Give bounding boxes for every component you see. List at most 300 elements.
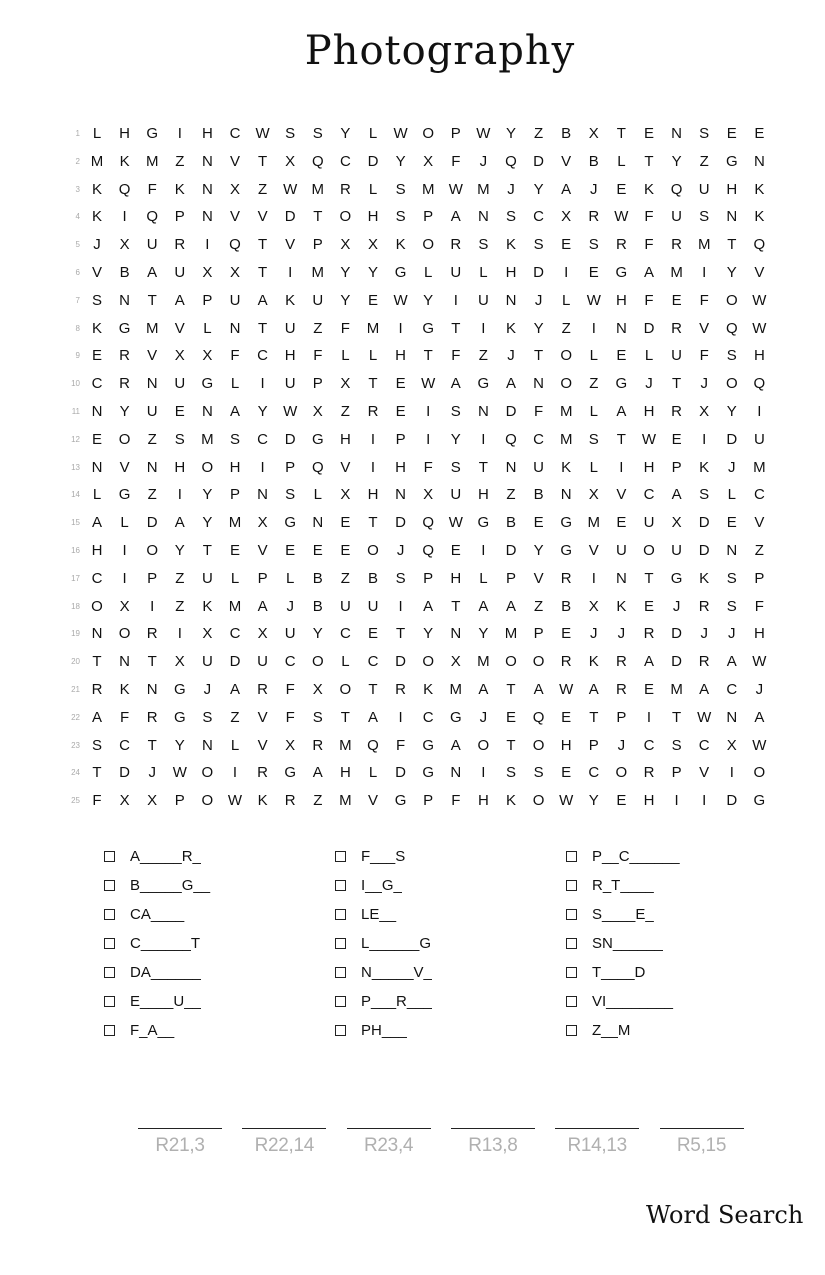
grid-letter[interactable]: X [202,347,213,365]
grid-letter[interactable]: T [258,236,268,254]
grid-letter[interactable]: N [146,458,158,476]
grid-letter[interactable]: I [729,764,734,782]
grid-letter[interactable]: E [561,236,572,254]
grid-letter[interactable]: N [450,764,462,782]
grid-letter[interactable]: O [201,458,214,476]
grid-letter[interactable]: X [423,486,434,504]
grid-letter[interactable]: H [477,792,489,810]
grid-letter[interactable]: X [312,402,323,420]
grid-letter[interactable]: G [449,708,462,726]
grid-letter[interactable]: P [423,569,434,587]
grid-letter[interactable]: I [702,263,707,281]
grid-letter[interactable]: E [395,375,406,393]
grid-letter[interactable]: G [753,792,766,810]
grid-letter[interactable]: L [341,653,350,671]
grid-letter[interactable]: I [205,236,210,254]
grid-letter[interactable]: T [644,152,654,170]
grid-letter[interactable]: P [671,458,682,476]
grid-letter[interactable]: F [285,708,295,726]
grid-letter[interactable]: L [92,125,102,142]
grid-letter[interactable]: J [700,375,708,393]
grid-letter[interactable]: U [229,291,241,309]
grid-letter[interactable]: G [173,708,186,726]
grid-letter[interactable]: K [285,291,296,309]
grid-letter[interactable]: G [173,680,186,698]
grid-letter[interactable]: E [367,625,378,643]
grid-letter[interactable]: P [174,208,185,226]
grid-letter[interactable]: J [728,458,736,476]
grid-letter[interactable]: S [312,125,323,142]
grid-letter[interactable]: J [728,625,736,643]
word-checkbox[interactable] [104,909,115,920]
grid-letter[interactable]: B [119,263,130,281]
grid-letter[interactable]: E [754,125,765,142]
grid-letter[interactable]: C [698,736,710,754]
grid-letter[interactable]: K [754,208,765,226]
grid-letter[interactable]: H [450,569,462,587]
grid-letter[interactable]: J [507,180,515,198]
grid-letter[interactable]: Y [312,625,323,643]
grid-letter[interactable]: C [643,486,655,504]
grid-letter[interactable]: K [119,680,130,698]
grid-letter[interactable]: R [671,236,683,254]
grid-letter[interactable]: I [481,541,486,559]
grid-letter[interactable]: W [283,180,298,198]
grid-letter[interactable]: M [90,152,104,170]
grid-letter[interactable]: I [398,708,403,726]
grid-letter[interactable]: Z [175,569,185,587]
grid-letter[interactable]: H [615,291,627,309]
grid-letter[interactable]: Q [422,514,435,532]
grid-letter[interactable]: I [232,764,238,782]
grid-letter[interactable]: S [505,208,516,226]
grid-letter[interactable]: S [588,430,599,448]
grid-letter[interactable]: E [340,514,351,532]
grid-letter[interactable]: E [533,514,544,532]
grid-letter[interactable]: V [616,486,627,504]
grid-letter[interactable]: T [616,125,626,142]
word-checkbox[interactable] [335,996,346,1007]
grid-letter[interactable]: F [644,208,654,226]
grid-letter[interactable]: L [368,347,378,365]
grid-letter[interactable]: N [201,736,213,754]
grid-letter[interactable]: H [339,430,351,448]
grid-letter[interactable]: W [172,764,187,782]
grid-letter[interactable]: K [616,597,627,615]
grid-letter[interactable]: Q [532,708,545,726]
grid-letter[interactable]: R [588,208,600,226]
grid-letter[interactable]: P [202,291,213,309]
grid-letter[interactable]: P [285,458,296,476]
grid-letter[interactable]: T [92,764,102,782]
word-checkbox[interactable] [566,1025,577,1036]
grid-letter[interactable]: P [174,792,185,810]
grid-letter[interactable]: R [560,653,572,671]
grid-letter[interactable]: F [230,347,240,365]
grid-letter[interactable]: U [146,236,158,254]
grid-letter[interactable]: M [477,653,490,671]
grid-letter[interactable]: R [643,764,655,782]
grid-letter[interactable]: D [505,541,517,559]
grid-letter[interactable]: T [478,458,488,476]
grid-letter[interactable]: A [450,375,461,393]
grid-letter[interactable]: S [450,458,461,476]
grid-letter[interactable]: E [643,597,654,615]
grid-letter[interactable]: H [174,458,186,476]
grid-letter[interactable]: W [752,736,767,754]
grid-letter[interactable]: L [203,319,212,337]
grid-letter[interactable]: X [257,514,268,532]
grid-letter[interactable]: Y [423,625,434,643]
grid-letter[interactable]: G [422,319,435,337]
grid-letter[interactable]: O [477,736,490,754]
grid-letter[interactable]: K [423,680,434,698]
grid-letter[interactable]: L [286,569,295,587]
grid-letter[interactable]: A [91,708,102,726]
grid-letter[interactable]: M [228,597,242,615]
grid-letter[interactable]: U [174,263,186,281]
grid-letter[interactable]: P [754,569,765,587]
grid-letter[interactable]: D [395,653,407,671]
grid-letter[interactable]: C [588,764,600,782]
grid-letter[interactable]: H [201,125,213,142]
grid-letter[interactable]: D [367,152,379,170]
grid-letter[interactable]: S [588,236,599,254]
grid-letter[interactable]: S [533,236,544,254]
grid-letter[interactable]: R [146,625,158,643]
grid-letter[interactable]: E [671,291,682,309]
grid-letter[interactable]: O [422,236,435,254]
grid-letter[interactable]: N [229,319,241,337]
grid-letter[interactable]: Q [422,541,435,559]
grid-letter[interactable]: F [644,291,654,309]
grid-letter[interactable]: C [91,569,103,587]
grid-letter[interactable]: K [174,180,185,198]
grid-letter[interactable]: P [229,486,240,504]
grid-letter[interactable]: E [91,430,102,448]
grid-letter[interactable]: A [643,653,654,671]
grid-letter[interactable]: F [534,402,544,420]
grid-letter[interactable]: D [505,402,517,420]
grid-letter[interactable]: J [396,541,405,559]
grid-letter[interactable]: F [423,458,433,476]
grid-letter[interactable]: Z [561,319,571,337]
grid-letter[interactable]: Z [313,792,323,810]
grid-letter[interactable]: X [285,152,296,170]
grid-letter[interactable]: A [312,764,323,782]
grid-letter[interactable]: Q [753,236,766,254]
grid-letter[interactable]: V [229,208,240,226]
grid-letter[interactable]: D [119,764,131,782]
grid-letter[interactable]: C [726,680,738,698]
grid-letter[interactable]: A [174,514,185,532]
grid-letter[interactable]: X [174,653,185,671]
grid-letter[interactable]: P [450,125,461,142]
grid-letter[interactable]: O [532,792,545,810]
grid-letter[interactable]: W [614,208,629,226]
grid-letter[interactable]: N [119,291,131,309]
grid-letter[interactable]: X [340,486,351,504]
grid-letter[interactable]: E [312,541,323,559]
grid-letter[interactable]: H [119,125,131,142]
grid-letter[interactable]: L [230,569,240,587]
grid-letter[interactable]: R [367,402,379,420]
word-checkbox[interactable] [104,851,115,862]
grid-letter[interactable]: O [505,653,517,671]
grid-letter[interactable]: A [616,402,627,420]
grid-letter[interactable]: E [643,680,654,698]
grid-letter[interactable]: I [702,792,707,810]
grid-letter[interactable]: T [258,263,268,281]
grid-letter[interactable]: U [339,597,351,615]
grid-letter[interactable]: I [591,319,596,337]
grid-letter[interactable]: M [339,792,352,810]
grid-letter[interactable]: G [284,764,297,782]
grid-letter[interactable]: A [561,180,572,198]
grid-letter[interactable]: G [311,430,324,448]
grid-letter[interactable]: S [671,736,682,754]
grid-letter[interactable]: H [643,402,655,420]
grid-letter[interactable]: T [313,208,323,226]
grid-letter[interactable]: N [257,486,269,504]
grid-letter[interactable]: Q [229,236,241,254]
grid-letter[interactable]: W [227,792,243,810]
grid-letter[interactable]: S [91,736,102,754]
grid-letter[interactable]: N [201,152,213,170]
grid-letter[interactable]: Z [230,708,240,726]
grid-letter[interactable]: P [257,569,268,587]
grid-letter[interactable]: Y [450,430,461,448]
grid-letter[interactable]: B [312,597,323,615]
word-checkbox[interactable] [335,851,346,862]
grid-letter[interactable]: M [559,430,573,448]
grid-letter[interactable]: G [560,514,573,532]
grid-letter[interactable]: R [615,680,627,698]
grid-letter[interactable]: R [312,736,324,754]
word-checkbox[interactable] [335,1025,346,1036]
grid-letter[interactable]: X [367,236,378,254]
grid-letter[interactable]: E [395,402,406,420]
grid-letter[interactable]: S [91,291,102,309]
grid-letter[interactable]: I [702,430,707,448]
grid-letter[interactable]: G [201,375,214,393]
grid-letter[interactable]: Y [340,125,351,142]
grid-letter[interactable]: D [533,152,545,170]
grid-letter[interactable]: H [395,347,407,365]
grid-letter[interactable]: N [201,402,213,420]
grid-letter[interactable]: B [367,569,378,587]
grid-letter[interactable]: S [285,486,296,504]
grid-letter[interactable]: T [340,708,350,726]
word-checkbox[interactable] [566,967,577,978]
grid-letter[interactable]: L [617,152,626,170]
grid-letter[interactable]: Z [534,597,544,615]
grid-letter[interactable]: H [367,486,379,504]
grid-letter[interactable]: I [122,541,127,559]
grid-letter[interactable]: I [122,208,127,226]
grid-letter[interactable]: R [284,792,296,810]
grid-letter[interactable]: M [339,736,352,754]
grid-letter[interactable]: I [674,792,679,810]
grid-letter[interactable]: E [285,541,296,559]
grid-letter[interactable]: W [421,375,436,393]
grid-letter[interactable]: X [588,597,599,615]
word-checkbox[interactable] [104,967,115,978]
grid-letter[interactable]: O [643,541,655,559]
grid-letter[interactable]: O [367,541,379,559]
grid-letter[interactable]: H [91,541,103,559]
grid-letter[interactable]: F [644,236,654,254]
grid-letter[interactable]: N [201,180,213,198]
grid-letter[interactable]: S [202,708,213,726]
grid-letter[interactable]: K [91,208,102,226]
grid-letter[interactable]: T [506,736,516,754]
grid-letter[interactable]: Y [671,152,682,170]
grid-letter[interactable]: O [422,653,435,671]
grid-letter[interactable]: G [560,541,573,559]
grid-letter[interactable]: T [672,708,682,726]
grid-letter[interactable]: M [477,180,490,198]
grid-letter[interactable]: X [423,152,434,170]
grid-letter[interactable]: L [479,263,488,281]
grid-letter[interactable]: X [450,653,461,671]
grid-letter[interactable]: V [147,347,158,365]
grid-letter[interactable]: R [174,236,186,254]
grid-letter[interactable]: B [588,152,599,170]
grid-letter[interactable]: U [312,291,324,309]
grid-letter[interactable]: Y [174,736,185,754]
grid-letter[interactable]: U [671,208,683,226]
word-checkbox[interactable] [566,996,577,1007]
grid-letter[interactable]: Q [311,458,324,476]
grid-letter[interactable]: U [450,263,462,281]
grid-letter[interactable]: N [726,708,738,726]
grid-letter[interactable]: I [481,319,486,337]
grid-letter[interactable]: P [147,569,158,587]
grid-letter[interactable]: I [398,319,403,337]
grid-letter[interactable]: J [700,625,708,643]
grid-letter[interactable]: J [479,708,488,726]
grid-letter[interactable]: T [396,625,406,643]
grid-letter[interactable]: N [201,208,213,226]
grid-letter[interactable]: O [146,541,159,559]
grid-letter[interactable]: U [671,347,683,365]
grid-letter[interactable]: G [394,263,407,281]
grid-letter[interactable]: W [586,291,601,309]
grid-letter[interactable]: Y [395,152,406,170]
grid-letter[interactable]: T [451,597,461,615]
grid-letter[interactable]: W [697,708,712,726]
grid-letter[interactable]: U [671,541,683,559]
word-checkbox[interactable] [335,880,346,891]
grid-letter[interactable]: X [174,347,185,365]
grid-letter[interactable]: O [91,597,103,615]
grid-letter[interactable]: W [476,125,491,142]
grid-letter[interactable]: X [561,208,572,226]
grid-letter[interactable]: O [725,291,738,309]
word-checkbox[interactable] [566,938,577,949]
grid-letter[interactable]: S [285,125,296,142]
code-answer-blank[interactable] [347,1128,431,1157]
grid-letter[interactable]: A [257,597,268,615]
grid-letter[interactable]: A [423,597,434,615]
grid-letter[interactable]: U [533,458,545,476]
grid-letter[interactable]: H [560,736,572,754]
grid-letter[interactable]: J [286,597,294,615]
grid-letter[interactable]: G [477,375,490,393]
grid-letter[interactable]: I [481,764,486,782]
grid-letter[interactable]: U [753,430,765,448]
grid-letter[interactable]: H [367,208,379,226]
grid-letter[interactable]: N [477,402,489,420]
grid-letter[interactable]: K [395,236,406,254]
grid-letter[interactable]: N [560,486,572,504]
grid-letter[interactable]: B [533,486,544,504]
grid-letter[interactable]: F [451,347,461,365]
grid-letter[interactable]: T [258,319,268,337]
grid-letter[interactable]: C [257,347,269,365]
grid-letter[interactable]: L [589,402,598,420]
grid-letter[interactable]: H [339,764,351,782]
grid-letter[interactable]: N [146,375,158,393]
grid-letter[interactable]: O [422,125,435,142]
grid-letter[interactable]: N [312,514,324,532]
grid-letter[interactable]: L [313,486,322,504]
grid-letter[interactable]: G [615,263,628,281]
grid-letter[interactable]: S [726,569,737,587]
code-answer-blank[interactable] [660,1128,744,1157]
grid-letter[interactable]: K [699,569,710,587]
grid-letter[interactable]: S [726,347,737,365]
grid-letter[interactable]: E [616,180,627,198]
grid-letter[interactable]: H [229,458,241,476]
grid-letter[interactable]: W [752,319,767,337]
code-answer-blank[interactable] [451,1128,535,1157]
grid-letter[interactable]: Z [340,402,350,420]
grid-letter[interactable]: Z [478,347,488,365]
grid-letter[interactable]: C [229,125,241,142]
grid-letter[interactable]: M [311,180,325,198]
grid-letter[interactable]: X [588,125,599,142]
grid-letter[interactable]: R [339,180,351,198]
grid-letter[interactable]: X [340,236,351,254]
grid-letter[interactable]: I [646,708,652,726]
grid-letter[interactable]: U [257,653,269,671]
grid-letter[interactable]: X [312,680,323,698]
grid-letter[interactable]: A [367,708,378,726]
grid-letter[interactable]: F [396,736,406,754]
grid-letter[interactable]: N [726,208,738,226]
grid-letter[interactable]: L [92,486,102,504]
grid-letter[interactable]: R [395,680,407,698]
grid-letter[interactable]: E [616,347,627,365]
grid-letter[interactable]: X [671,514,682,532]
grid-letter[interactable]: A [478,680,489,698]
grid-letter[interactable]: H [753,625,765,643]
grid-letter[interactable]: L [589,458,598,476]
grid-letter[interactable]: M [449,680,463,698]
grid-letter[interactable]: A [91,514,102,532]
grid-letter[interactable]: M [670,680,683,698]
grid-letter[interactable]: M [201,430,214,448]
grid-letter[interactable]: T [451,319,461,337]
grid-letter[interactable]: K [257,792,268,810]
grid-letter[interactable]: T [147,291,157,309]
grid-letter[interactable]: Z [313,319,323,337]
grid-letter[interactable]: N [505,458,517,476]
word-checkbox[interactable] [104,1025,115,1036]
grid-letter[interactable]: R [450,236,462,254]
